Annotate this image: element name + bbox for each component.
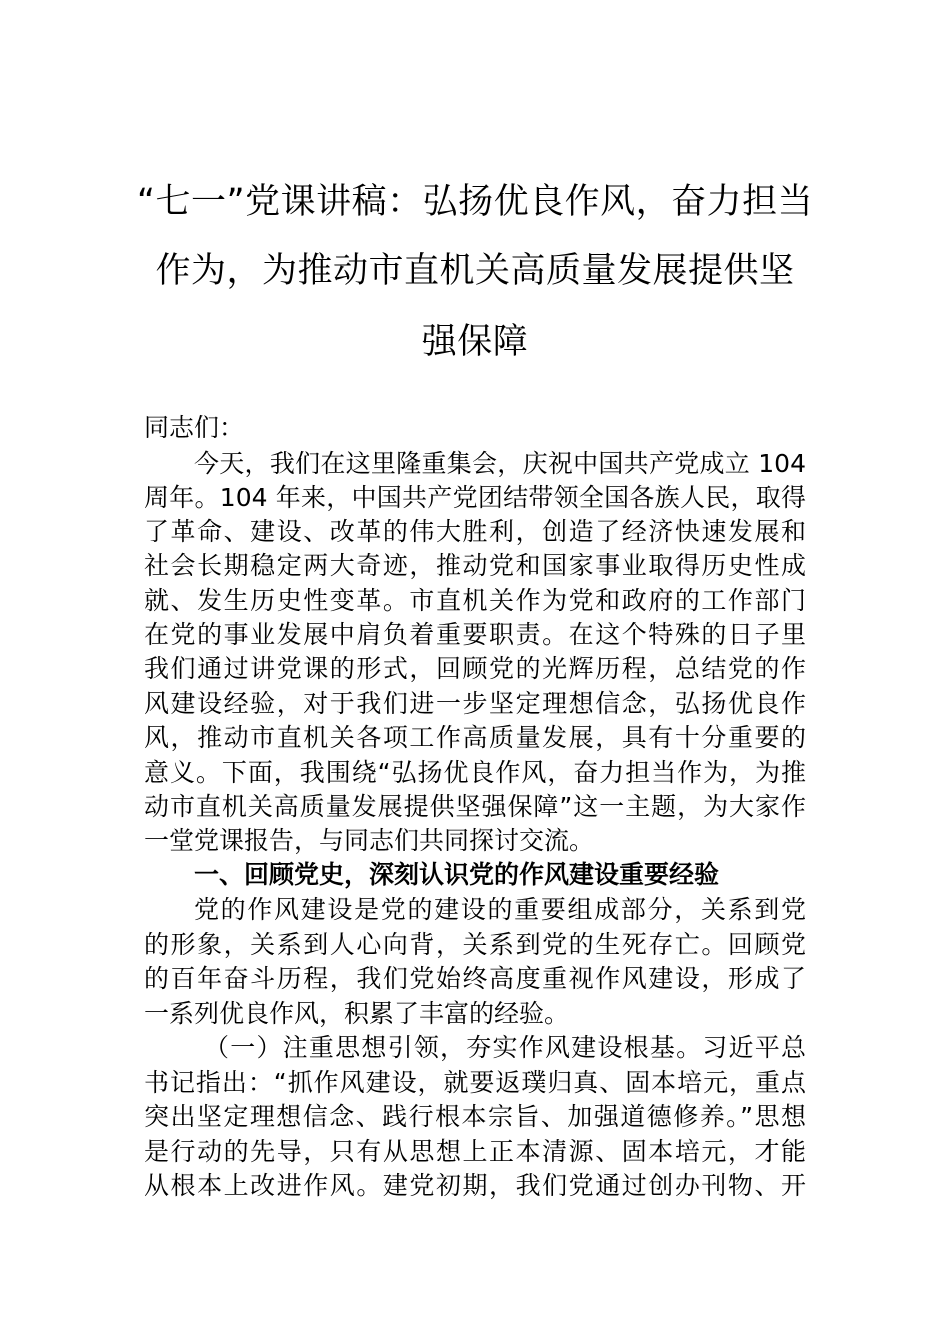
body-line: 就、发生历史性变革。市直机关作为党和政府的工作部门: [144, 586, 806, 615]
title-line-3: 强保障: [421, 322, 529, 362]
body-line: 在党的事业发展中肩负着重要职责。在这个特殊的日子里: [144, 620, 806, 649]
body-line: 周年。104 年来，中国共产党团结带领全国各族人民，取得: [144, 483, 806, 512]
salutation: 同志们：: [144, 413, 245, 442]
body-line: 的百年奋斗历程，我们党始终高度重视作风建设，形成了: [144, 964, 806, 993]
body-line: 一系列优良作风，积累了丰富的经验。: [144, 999, 570, 1028]
body-line: 风建设经验，对于我们进一步坚定理想信念，弘扬优良作: [144, 689, 806, 718]
body-line: 了革命、建设、改革的伟大胜利，创造了经济快速发展和: [144, 517, 806, 546]
title-line-2: 作为，为推动市直机关高质量发展提供坚: [155, 251, 795, 291]
body-line: 是行动的先导，只有从思想上正本清源、固本培元，才能: [144, 1137, 806, 1166]
body-line: 我们通过讲党课的形式，回顾党的光辉历程，总结党的作: [144, 654, 806, 683]
body-line: 书记指出：“抓作风建设，就要返璞归真、固本培元，重点: [144, 1068, 806, 1097]
body-line: 从根本上改进作风。建党初期，我们党通过创办刊物、开: [144, 1171, 806, 1200]
body-line: 突出坚定理想信念、践行根本宗旨、加强道德修养。”思想: [144, 1102, 806, 1131]
body-line: 动市直机关高质量发展提供坚强保障”这一主题，为大家作: [144, 792, 806, 821]
body-line: 的形象，关系到人心向背，关系到党的生死存亡。回顾党: [144, 930, 806, 959]
body-line: 今天，我们在这里隆重集会，庆祝中国共产党成立 104: [194, 449, 806, 478]
section-heading: 一、回顾党史，深刻认识党的作风建设重要经验: [194, 860, 720, 889]
title-line-1: “七一”党课讲稿：弘扬优良作风，奋力担当: [136, 182, 814, 222]
body-line: 社会长期稳定两大奇迹，推动党和国家事业取得历史性成: [144, 551, 806, 580]
body-line: （一）注重思想引领，夯实作风建设根基。习近平总: [204, 1033, 806, 1062]
body-line: 意义。下面，我围绕“弘扬优良作风，奋力担当作为，为推: [144, 758, 806, 787]
body-line: 风，推动市直机关各项工作高质量发展，具有十分重要的: [144, 723, 806, 752]
body-line: 一堂党课报告，与同志们共同探讨交流。: [144, 826, 595, 855]
body-line: 党的作风建设是党的建设的重要组成部分，关系到党: [194, 895, 806, 924]
